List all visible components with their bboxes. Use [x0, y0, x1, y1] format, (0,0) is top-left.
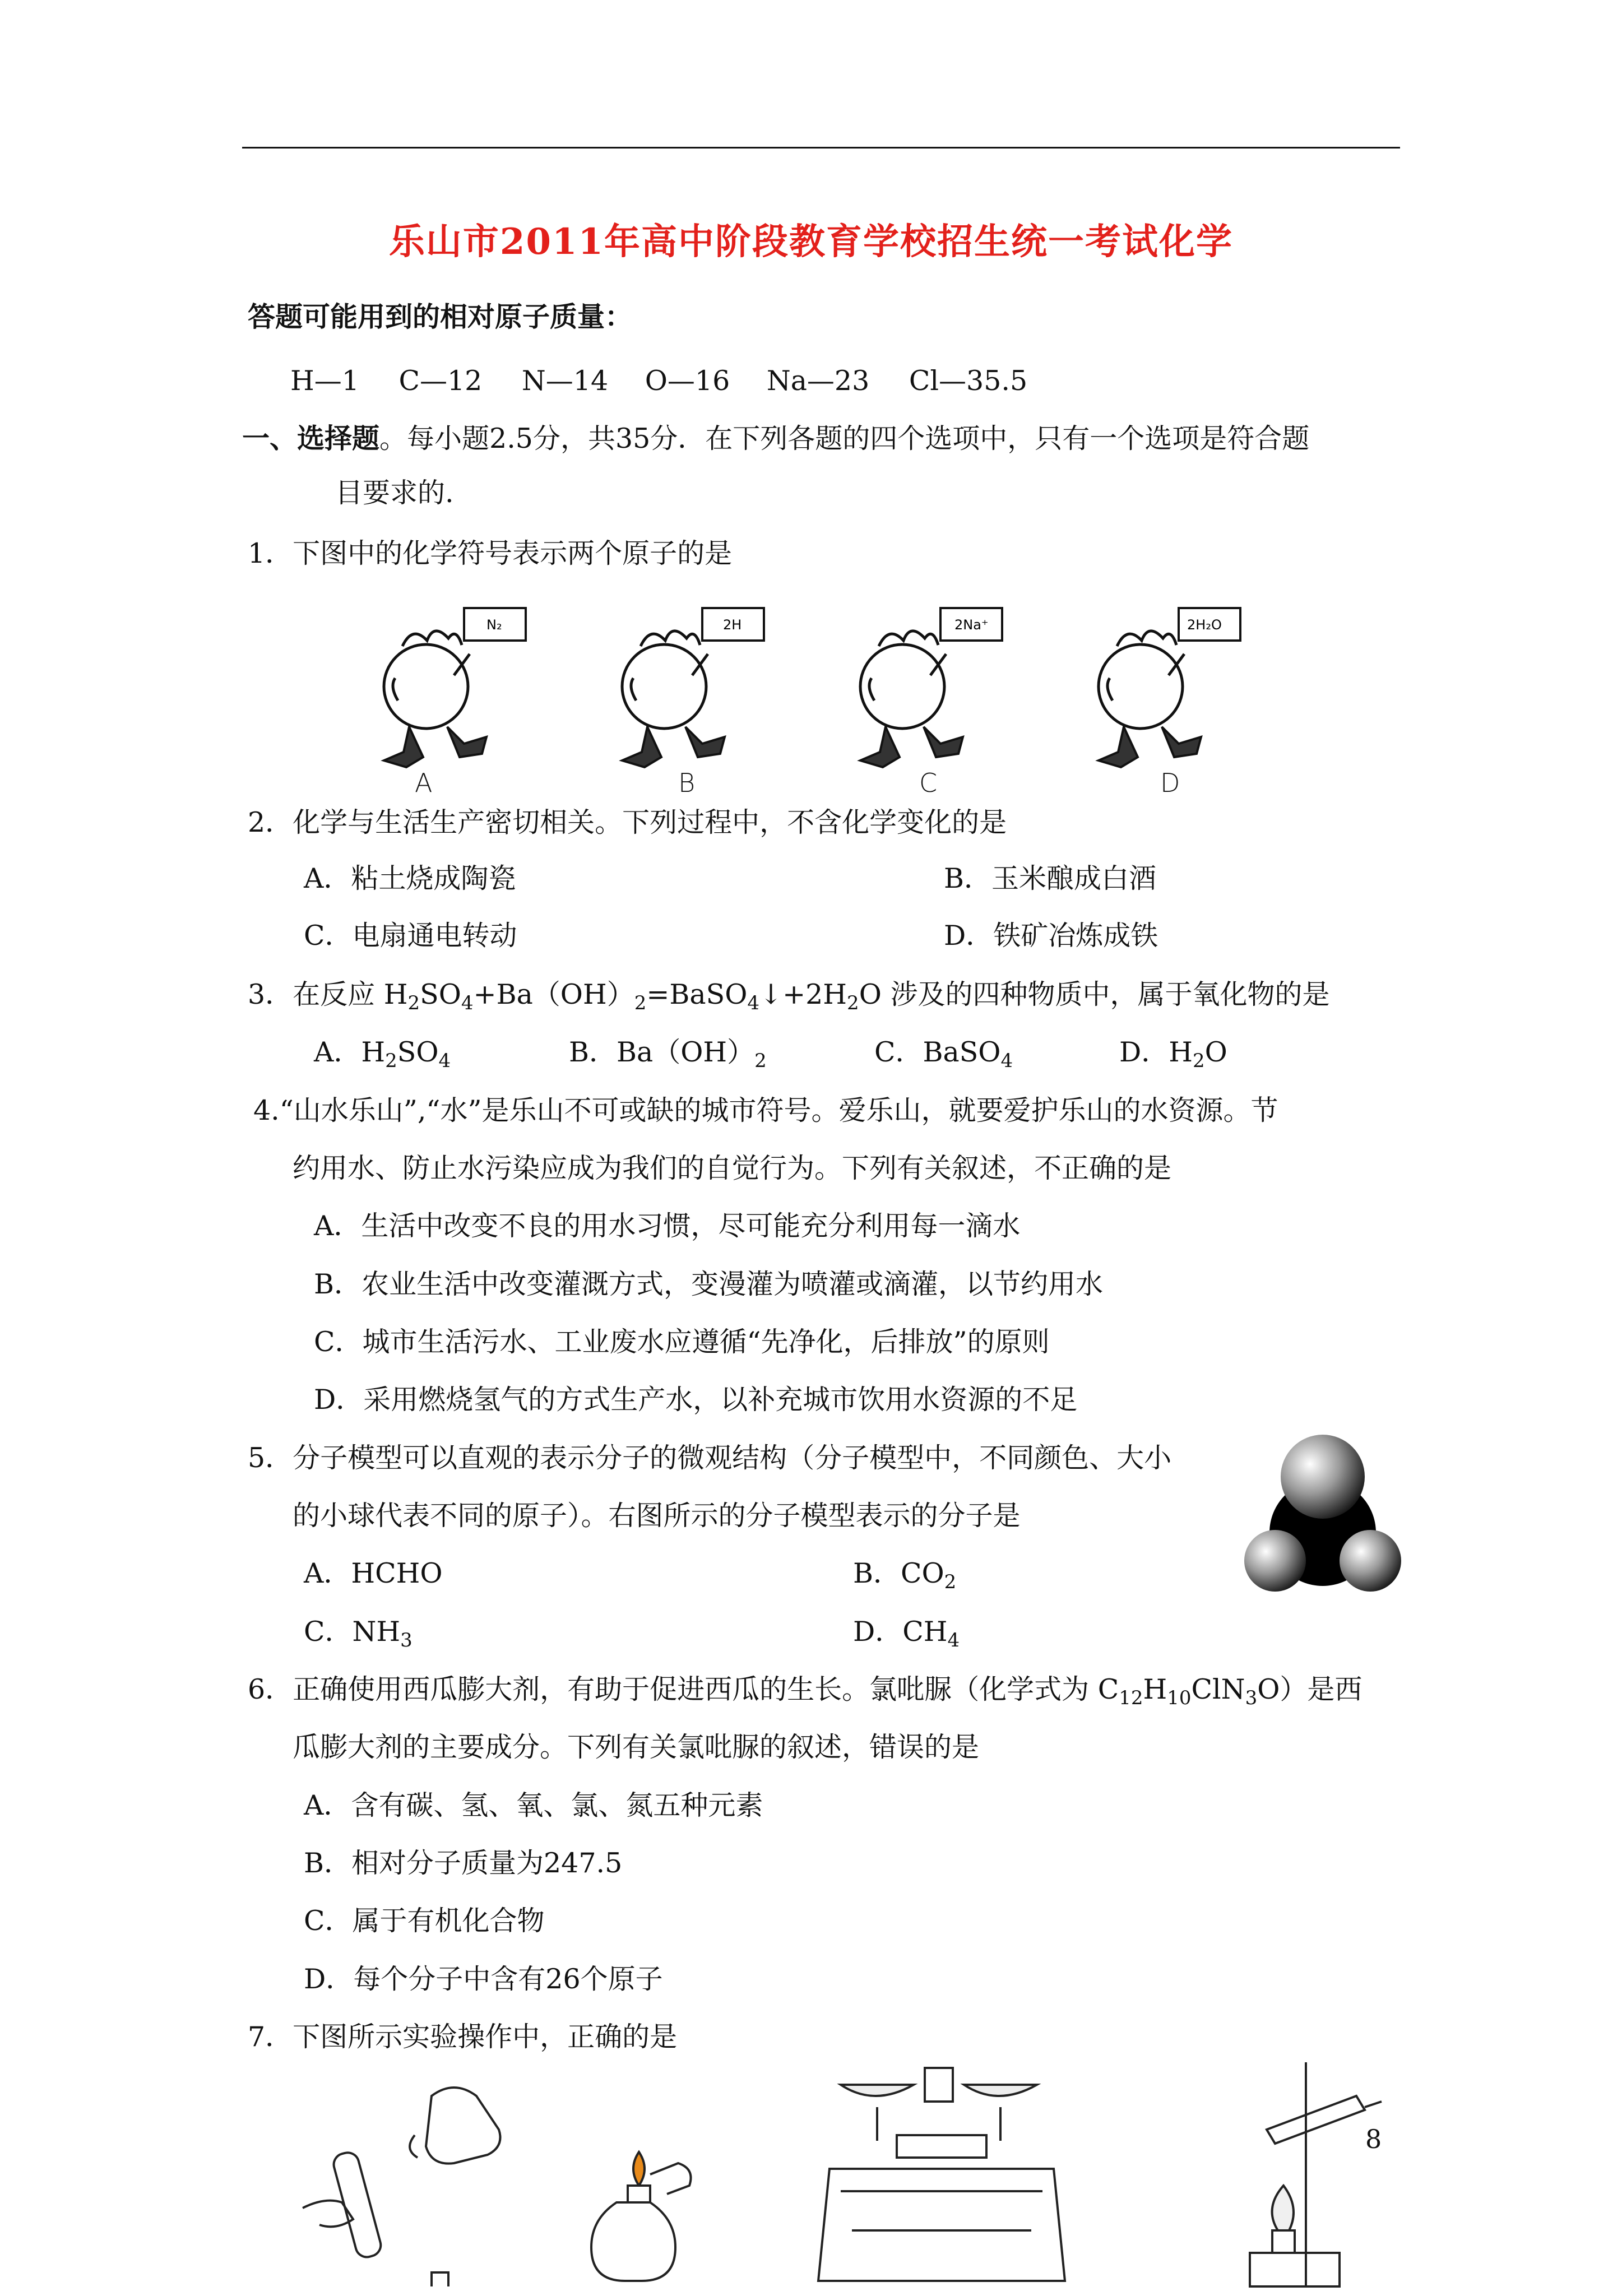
- molecule-model-svg: [1241, 1429, 1404, 1597]
- option-a-label: A: [415, 768, 433, 798]
- q5-stem-line1: 5．分子模型可以直观的表示分子的微观结构（分子模型中，不同颜色、大小: [248, 1442, 1172, 1474]
- q5-option-a: A．HCHO: [304, 1557, 443, 1589]
- mass-h: H—1: [290, 365, 359, 397]
- mass-o: O—16: [645, 365, 730, 397]
- balance-illustration: [818, 2068, 1065, 2281]
- card-d-text: 2H₂O: [1187, 617, 1222, 633]
- q4-stem-line1: 4.“山水乐山”,“水”是乐山不可或缺的城市符号。爱乐山，就要爱护乐山的水资源。节: [253, 1094, 1278, 1126]
- q5-stem-line2: 的小球代表不同的原子）。右图所示的分子模型表示的分子是: [293, 1500, 1021, 1532]
- q6-option-a: A．含有碳、氢、氧、氯、氮五种元素: [304, 1789, 763, 1821]
- q2-option-d: D．铁矿冶炼成铁: [944, 920, 1158, 952]
- q7-figure: [303, 2062, 1424, 2294]
- option-d-label: D: [1160, 768, 1180, 798]
- q4-option-a: A．生活中改变不良的用水习惯，尽可能充分利用每一滴水: [314, 1210, 1021, 1242]
- option-b-label: B: [678, 768, 696, 798]
- atomic-mass-values: [290, 364, 1027, 398]
- section1-heading: [242, 421, 1309, 456]
- q6-option-d: D．每个分子中含有26个原子: [304, 1963, 663, 1995]
- q3-b-text: B．Ba（OH）: [569, 1036, 755, 1068]
- mass-cl: Cl—35.5: [909, 365, 1028, 397]
- q4-option-b: B．农业生活中改变灌溉方式，变漫灌为喷灌或滴灌，以节约用水: [314, 1268, 1104, 1300]
- q2-option-c: C．电扇通电转动: [304, 920, 517, 952]
- mass-na: Na—23: [766, 365, 870, 397]
- card-a-text: N₂: [486, 617, 502, 633]
- q3-option-a: A．$H_2SO_4$: [314, 1036, 451, 1072]
- page-number: 8: [1365, 2124, 1382, 2154]
- q6-stem-line2: 瓜膨大剂的主要成分。下列有关氯吡脲的叙述，错误的是: [293, 1731, 980, 1763]
- q3-a-text: A．H: [314, 1036, 386, 1068]
- option-b-cartoon: [622, 608, 764, 767]
- q1-stem: 1．下图中的化学符号表示两个原子的是: [248, 537, 733, 569]
- right-atom: [1340, 1530, 1401, 1592]
- q5-c-text: C．NH: [304, 1616, 401, 1648]
- page-title: 乐山市2011年高中阶段教育学校招生统一考试化学: [388, 221, 1234, 263]
- option-a-cartoon: [384, 608, 526, 767]
- q3-stem: 3．在反应 $H_2SO_4+Ba(OH)_2=BaSO_4↓+2H_2O$ 涉及的四种物质中，属于氧化物的是: [248, 978, 1330, 1014]
- q7-stem: 7．下图所示实验操作中，正确的是: [248, 2021, 678, 2053]
- left-atom: [1244, 1530, 1306, 1592]
- q5-option-d: D．$CH_4$: [853, 1616, 960, 1652]
- q7-illustrations: [303, 2062, 1424, 2294]
- q3-stem-text-end: 涉及的四种物质中，属于氧化物的是: [890, 978, 1330, 1010]
- q1-cartoon-row: [370, 602, 1311, 771]
- q6-stem-text-end: ）是西: [1280, 1673, 1363, 1705]
- card-b-text: 2H: [723, 617, 742, 633]
- top-atom: [1281, 1435, 1365, 1519]
- q5-d-text: D．CH: [853, 1616, 948, 1648]
- section1-label: 一、选择题: [242, 422, 380, 454]
- q6-option-c: C．属于有机化合物: [304, 1905, 545, 1937]
- q3-option-d: D．$H_2O$: [1119, 1036, 1227, 1072]
- q2-stem: 2．化学与生活生产密切相关。下列过程中，不含化学变化的是: [248, 806, 1007, 838]
- q5-option-b: B．$CO_2$: [853, 1557, 957, 1593]
- section1-instructions-line2: 目要求的.: [335, 477, 454, 509]
- mass-n: N—14: [521, 365, 609, 397]
- q6-option-b: B．相对分子质量为247.5: [304, 1847, 623, 1879]
- q4-stem-line2: 约用水、防止水污染应成为我们的自觉行为。下列有关叙述，不正确的是: [293, 1152, 1172, 1184]
- q3-d-text: D．H: [1119, 1036, 1193, 1068]
- q4-option-c: C．城市生活污水、工业废水应遵循“先净化，后排放”的原则: [314, 1326, 1050, 1358]
- q3-c-text: C．BaSO: [874, 1036, 1001, 1068]
- mass-c: C—12: [398, 365, 483, 397]
- q3-stem-text: 3．在反应 H: [248, 978, 408, 1010]
- heating-test-tube-illustration: [1250, 2062, 1382, 2286]
- q6-stem-line1: 6．正确使用西瓜膨大剂，有助于促进西瓜的生长。氯吡脲（化学式为 $C_{12}H_{10}ClN_3O$）是西: [248, 1673, 1363, 1709]
- q5-option-c: C．$NH_3$: [304, 1616, 413, 1652]
- q5-b-text: B．CO: [853, 1557, 944, 1589]
- q1-figure: [370, 602, 1311, 771]
- q4-option-d: D．采用燃烧氢气的方式生产水，以补充城市饮用水资源的不足: [314, 1384, 1078, 1416]
- alcohol-lamp-illustration: [591, 2152, 691, 2281]
- option-c-label: C: [919, 768, 938, 798]
- pouring-liquid-illustration: [303, 2088, 500, 2286]
- q3-option-c: C．BaSO$_4$: [874, 1036, 1013, 1072]
- molecule-model-figure: [1241, 1429, 1404, 1597]
- header-rule: [242, 147, 1400, 149]
- q3-option-b: B．$Ba(OH)_2$: [569, 1036, 767, 1072]
- atomic-mass-heading: 答题可能用到的相对原子质量：: [248, 300, 633, 333]
- q6-stem-text: 6．正确使用西瓜膨大剂，有助于促进西瓜的生长。氯吡脲（化学式为 C: [248, 1673, 1119, 1705]
- q2-option-b: B．玉米酿成白酒: [944, 862, 1157, 894]
- section1-instructions: 。每小题2.5分，共35分．在下列各题的四个选项中，只有一个选项是符合题: [379, 423, 1310, 454]
- card-c-text: 2Na⁺: [954, 617, 989, 633]
- q2-option-a: A．粘土烧成陶瓷: [304, 862, 516, 894]
